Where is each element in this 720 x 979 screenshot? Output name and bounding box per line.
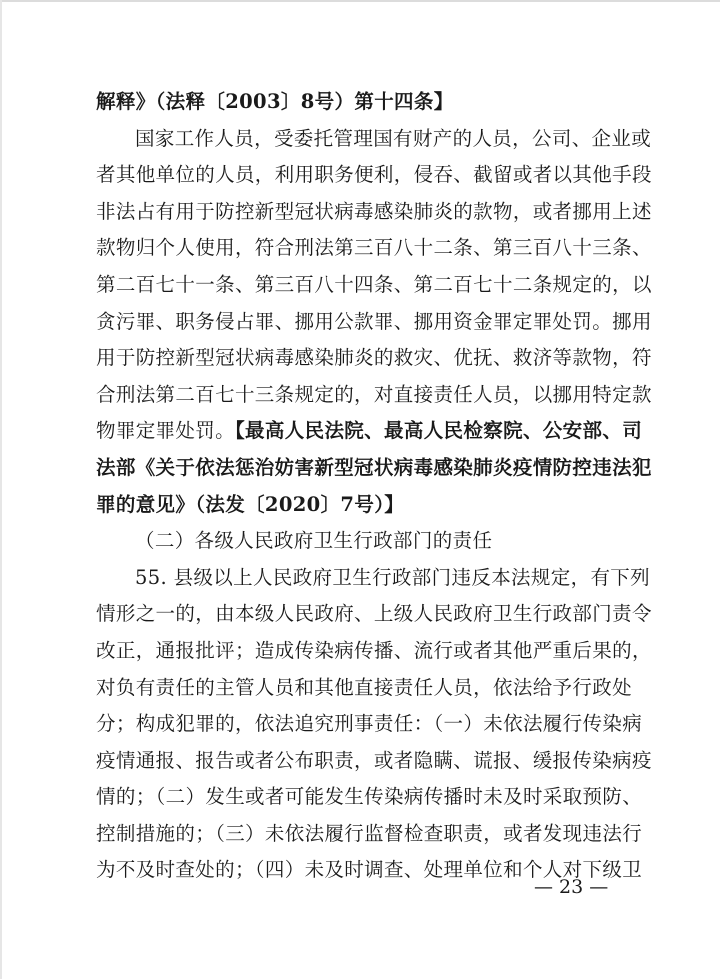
text-span: 物罪定罪处罚。 bbox=[96, 419, 235, 443]
text-line: 贪污罪、职务侵占罪、挪用公款罪、挪用资金罪定罪处罚。挪用 bbox=[96, 309, 652, 333]
page-number: — 23 — bbox=[534, 876, 609, 898]
text-line: 分；构成犯罪的，依法追究刑事责任：（一）未依法履行传染病 bbox=[96, 712, 643, 736]
text-line bbox=[96, 413, 643, 450]
text-line: 国家工作人员，受委托管理国有财产的人员，公司、企业或 bbox=[135, 126, 652, 150]
text-line: 者其他单位的人员，利用职务便利，侵吞、截留或者以其他手段 bbox=[96, 163, 652, 187]
text-line: 疫情通报、报告或者公布职责，或者隐瞒、谎报、缓报传染病疫 bbox=[96, 748, 652, 772]
text-line: 对负有责任的主管人员和其他直接责任人员，依法给予行政处 bbox=[96, 675, 632, 699]
text-line: 解释》（法释〔2003〕8号）第十四条】 bbox=[96, 90, 454, 113]
text-line: 情形之一的，由本级人民政府、上级人民政府卫生行政部门责令 bbox=[96, 602, 652, 626]
citation-line: 法部《关于依法惩治妨害新型冠状病毒感染肺炎疫情防控违法犯 bbox=[96, 455, 652, 479]
text-line: 55. 县级以上人民政府卫生行政部门违反本法规定，有下列 bbox=[135, 565, 651, 589]
text-line: 为不及时查处的；（四）未及时调查、处理单位和个人对下级卫 bbox=[96, 858, 643, 882]
text-line: 第二百七十一条、第三百八十四条、第二百七十二条规定的，以 bbox=[96, 272, 652, 296]
page-left-edge bbox=[0, 0, 2, 979]
citation-line: 罪的意见》（法发〔2020〕7号）】 bbox=[96, 492, 405, 516]
text-line: 控制措施的；（三）未依法履行监督检查职责，或者发现违法行 bbox=[96, 821, 643, 845]
text-line: 改正，通报批评；造成传染病传播、流行或者其他严重后果的， bbox=[96, 638, 652, 662]
text-line: 情的；（二）发生或者可能发生传染病传播时未及时采取预防、 bbox=[96, 785, 643, 809]
citation-span: 【最高人民法院、最高人民检察院、公安部、司 bbox=[234, 419, 643, 443]
text-line: 合刑法第二百七十三条规定的，对直接责任人员，以挪用特定款 bbox=[96, 382, 652, 406]
section-heading: （二）各级人民政府卫生行政部门的责任 bbox=[135, 529, 493, 553]
text-line: 用于防控新型冠状病毒感染肺炎的救灾、优抚、救济等款物，符 bbox=[96, 346, 652, 370]
document-body bbox=[96, 84, 652, 889]
page-top-edge bbox=[0, 0, 720, 2]
text-line: 非法占有用于防控新型冠状病毒感染肺炎的款物，或者挪用上述 bbox=[96, 199, 652, 223]
text-line: 款物归个人使用，符合刑法第三百八十二条、第三百八十三条、 bbox=[96, 236, 652, 260]
